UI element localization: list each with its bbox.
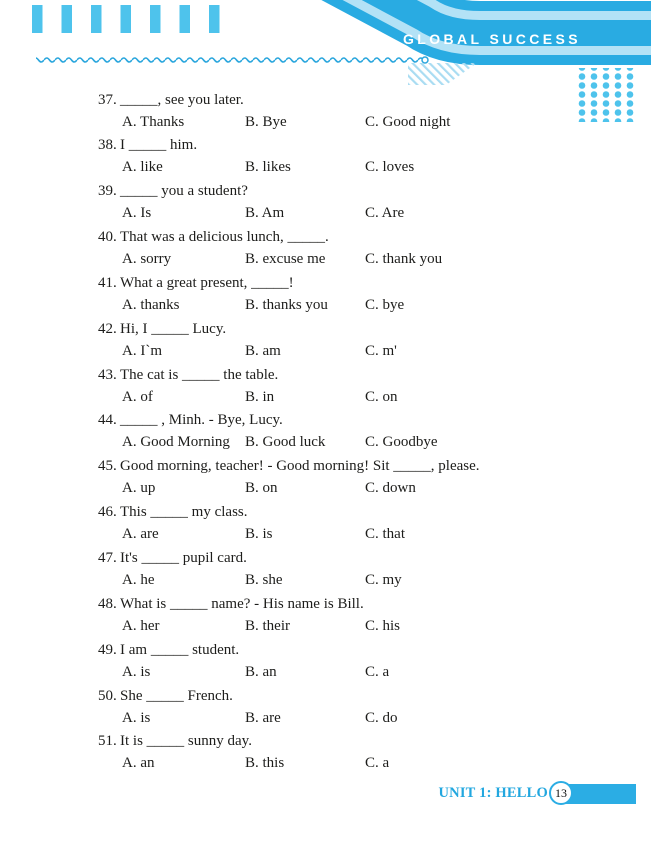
- question-options-row: [122, 618, 582, 636]
- question-number: 51.: [98, 733, 117, 750]
- question-text: _____, see you later.: [120, 91, 244, 108]
- question-text: What is _____ name? - His name is Bill.: [120, 595, 364, 612]
- question-text: It's _____ pupil card.: [120, 550, 247, 566]
- question-text: I _____ him.: [120, 137, 198, 154]
- question-text: This _____ my class.: [120, 504, 248, 521]
- option-c: C. a: [365, 755, 390, 772]
- question-text-line: [98, 458, 480, 474]
- option-b: B. an: [245, 663, 277, 680]
- option-a: A. I`m: [122, 342, 162, 359]
- option-c: C. do: [365, 709, 398, 726]
- question-item: [98, 504, 598, 550]
- option-a: A. he: [122, 572, 155, 588]
- question-options-row: [122, 114, 582, 132]
- question-number: 48.: [98, 595, 117, 612]
- option-b: B. on: [245, 480, 278, 497]
- option-a: A. Good Morning: [122, 434, 230, 451]
- question-text: Good morning, teacher! - Good morning! Sit _____, please.: [120, 458, 480, 475]
- unit-label: UNIT 1: HELLO: [438, 785, 548, 801]
- question-text: The cat is _____ the table.: [120, 366, 279, 383]
- question-text: Hi, I _____ Lucy.: [120, 320, 227, 337]
- question-text: What a great present, _____!: [120, 274, 294, 291]
- question-options-row: [122, 572, 582, 590]
- question-text-line: [98, 367, 278, 383]
- question-options-row: [122, 710, 582, 728]
- question-number: 41.: [98, 274, 117, 291]
- question-text-line: [98, 504, 248, 520]
- question-item: [98, 137, 598, 183]
- question-item: [98, 275, 598, 321]
- option-c: C. that: [365, 526, 405, 543]
- option-a: A. is: [122, 709, 151, 726]
- option-a: A. up: [122, 480, 156, 497]
- question-options-row: [122, 664, 582, 682]
- question-options-row: [122, 389, 582, 407]
- question-item: [98, 550, 598, 596]
- option-a: A. an: [122, 755, 155, 772]
- question-item: [98, 688, 598, 734]
- question-item: [98, 321, 598, 367]
- question-options-row: [122, 205, 582, 223]
- option-b: B. is: [245, 526, 273, 543]
- option-a: A. her: [122, 617, 160, 634]
- option-a: A. is: [122, 663, 151, 680]
- question-number: 42.: [98, 320, 117, 337]
- question-number: 46.: [98, 504, 117, 521]
- question-item: [98, 642, 598, 688]
- page-number: 13: [555, 785, 567, 800]
- question-item: [98, 458, 598, 504]
- question-text-line: [98, 596, 364, 612]
- question-item: [98, 596, 598, 642]
- question-number: 50.: [98, 687, 117, 704]
- question-item: [98, 412, 598, 458]
- option-a: A. like: [122, 159, 163, 176]
- option-b: B. thanks you: [245, 296, 328, 313]
- question-text-line: [98, 137, 197, 153]
- question-item: [98, 367, 598, 413]
- question-number: 47.: [98, 550, 117, 566]
- option-b: B. likes: [245, 159, 291, 176]
- question-options-row: [122, 251, 582, 269]
- question-item: [98, 183, 598, 229]
- option-b: B. she: [245, 572, 283, 588]
- option-b: B. Good luck: [245, 434, 326, 451]
- question-options-row: [122, 343, 582, 361]
- option-c: C. thank you: [365, 251, 443, 268]
- option-a: A. Thanks: [122, 113, 185, 130]
- option-c: C. his: [365, 617, 401, 634]
- question-text-line: [98, 183, 248, 199]
- question-number: 40.: [98, 229, 117, 246]
- question-text: That was a delicious lunch, _____.: [120, 229, 329, 246]
- option-a: A. are: [122, 526, 159, 543]
- option-c: C. on: [365, 388, 398, 405]
- option-a: A. Is: [122, 205, 152, 222]
- option-c: C. bye: [365, 296, 405, 313]
- question-number: 38.: [98, 137, 117, 154]
- option-c: C. Goodbye: [365, 434, 438, 451]
- question-number: 39.: [98, 183, 117, 200]
- option-c: C. a: [365, 663, 390, 680]
- question-text-line: [98, 688, 233, 704]
- option-b: B. in: [245, 388, 275, 405]
- question-number: 44.: [98, 412, 117, 429]
- option-b: B. are: [245, 709, 281, 726]
- option-c: C. Are: [365, 205, 405, 222]
- option-b: B. Bye: [245, 113, 287, 130]
- option-a: A. thanks: [122, 296, 180, 313]
- option-c: C. loves: [365, 159, 415, 176]
- question-options-row: [122, 159, 582, 177]
- question-text-line: [98, 642, 239, 658]
- question-item: [98, 92, 598, 138]
- question-options-row: [122, 526, 582, 544]
- option-a: A. sorry: [122, 251, 172, 268]
- question-options-row: [122, 755, 582, 773]
- question-text: She _____ French.: [120, 687, 233, 704]
- question-text: _____ , Minh. - Bye, Lucy.: [120, 412, 283, 429]
- question-number: 45.: [98, 458, 117, 475]
- question-text-line: [98, 733, 252, 749]
- question-text-line: [98, 275, 294, 291]
- question-options-row: [122, 480, 582, 498]
- option-c: C. my: [365, 572, 402, 588]
- brand-title: GLOBAL SUCCESS: [403, 31, 582, 47]
- page-number-badge: [549, 781, 573, 805]
- option-a: A. of: [122, 388, 153, 405]
- question-text-line: [98, 550, 247, 566]
- question-options-row: [122, 297, 582, 315]
- question-number: 43.: [98, 366, 117, 383]
- question-text-line: [98, 92, 244, 108]
- option-b: B. excuse me: [245, 251, 326, 268]
- option-c: C. Good night: [365, 113, 451, 130]
- option-b: B. am: [245, 342, 281, 359]
- option-c: C. down: [365, 480, 416, 497]
- option-c: C. m': [365, 342, 397, 359]
- question-item: [98, 733, 598, 779]
- question-text-line: [98, 321, 226, 337]
- option-b: B. their: [245, 617, 290, 634]
- question-number: 49.: [98, 641, 117, 658]
- question-options-row: [122, 434, 582, 452]
- question-text-line: [98, 412, 283, 428]
- option-b: B. Am: [245, 205, 285, 222]
- question-text: I am _____ student.: [120, 641, 240, 658]
- question-text: _____ you a student?: [120, 183, 248, 200]
- question-item: [98, 229, 598, 275]
- question-number: 37.: [98, 91, 117, 108]
- option-b: B. this: [245, 755, 285, 772]
- question-text: It is _____ sunny day.: [120, 733, 252, 750]
- question-text-line: [98, 229, 329, 245]
